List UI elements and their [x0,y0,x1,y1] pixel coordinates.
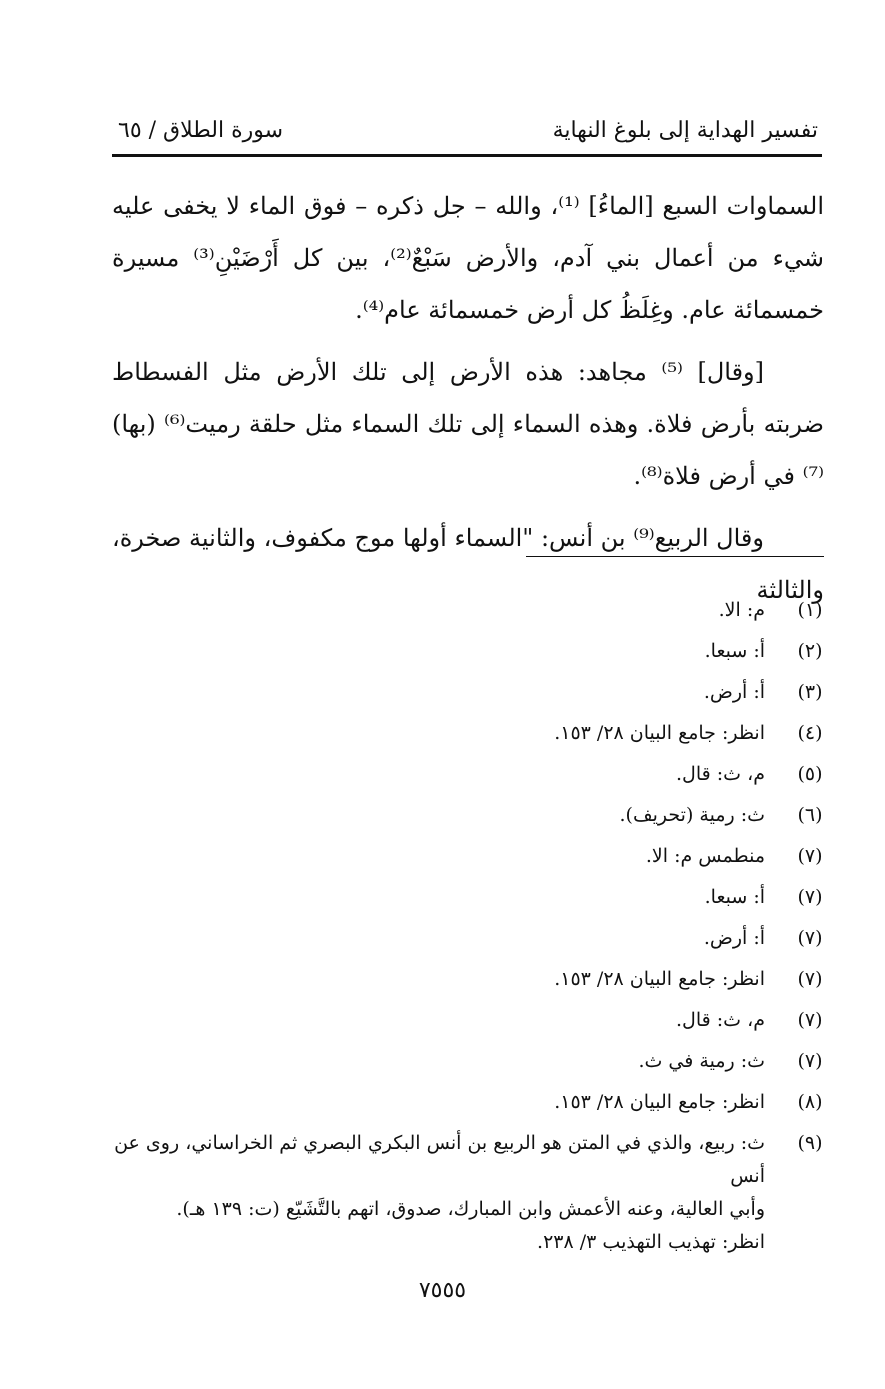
footnote-item [112,959,837,1000]
footnote-text: أ: سبعا. [704,640,765,662]
footnote-number: (٩) [797,1132,823,1154]
footnote-number: (٧) [797,1050,823,1072]
main-text [112,180,824,626]
footnote-item [112,713,837,754]
footnote-separator [526,556,824,557]
footnote-number: (٧) [797,886,823,908]
footnote-item [112,754,837,795]
footnote-text: ث: رمية في ث. [638,1050,765,1072]
footnote-item-long [112,1123,837,1259]
paragraph-3: وقال الربيع⁽⁹⁾ بن أنس: "السماء أولها موج مكفوف، والثانية صخرة، والثالثة [111,524,824,604]
footnote-item [112,631,837,672]
footnote-line: انظر: تهذيب التهذيب ٣/ ٢٣٨. [537,1231,765,1253]
footnote-text: م: الا. [718,599,765,621]
footnote-text: أ: أرض. [703,927,765,949]
footnote-text: أ: أرض. [703,681,765,703]
footnote-number: (٧) [797,968,823,990]
footnote-text: أ: سبعا. [704,886,765,908]
paragraph-1: السماوات السبع [الماءُ] ⁽¹⁾، والله – جل ذكره – فوق الماء لا يخفى عليه شيء من أعمال بني آدم، والأرض سَبْعٌ⁽²⁾، بين كل أَرْضَيْنِ⁽³⁾ مسيرة خمسمائة عام. وغِلَظُ كل أرض خمسمائة عام⁽⁴⁾. [112,192,825,324]
footnote-text: انظر: جامع البيان ٢٨/ ١٥٣. [554,722,765,744]
footnote-line: ث: ربيع، والذي في المتن هو الربيع بن أنس البكري البصري ثم الخراساني، روى عن أنس [114,1132,765,1187]
paragraph-2: [وقال] ⁽⁵⁾ مجاهد: هذه الأرض إلى تلك الأرض مثل الفسطاط ضربته بأرض فلاة. وهذه السماء إلى تلك السماء مثل حلقة رميت⁽⁶⁾ (بها)⁽⁷⁾ في أرض فلاة⁽⁸⁾. [112,358,824,490]
footnote-number: (٧) [797,1009,823,1031]
footnote-text: منطمس م: الا. [645,845,765,867]
footnote-item [112,877,837,918]
book-title: تفسير الهداية إلى بلوغ النهاية [552,118,818,143]
footnote-line: وأبي العالية، وعنه الأعمش وابن المبارك، صدوق، اتهم بالتَّشَيّع (ت: ١٣٩ هـ). [176,1198,765,1220]
footnote-number: (٧) [797,927,823,949]
footnote-item [112,918,837,959]
footnote-text: م، ث: قال. [676,1009,765,1031]
footnote-text: م، ث: قال. [676,763,765,785]
footnote-number: (٦) [797,804,823,826]
footnote-number: (٣) [797,681,823,703]
footnote-item [112,590,837,631]
footnote-item [112,1082,837,1123]
footnote-item [112,795,837,836]
footnote-number: (١) [797,599,823,621]
footnote-number: (٢) [797,640,823,662]
footnote-item [112,672,837,713]
footnote-text: انظر: جامع البيان ٢٨/ ١٥٣. [554,1091,765,1113]
footnotes [112,590,837,1259]
footnote-text: ث: رمية (تحريف). [619,804,765,826]
footnote-text: انظر: جامع البيان ٢٨/ ١٥٣. [554,968,765,990]
footnote-item [112,1000,837,1041]
footnote-item [112,1041,837,1082]
footnote-number: (٥) [797,763,823,785]
running-header [112,114,822,157]
footnote-number: (٨) [797,1091,823,1113]
page-number: ٧٥٥٥ [418,1278,467,1303]
sura-page-label: سورة الطلاق / ٦٥ [118,118,284,143]
footnote-number: (٧) [797,845,823,867]
footnote-number: (٤) [797,722,823,744]
footnote-item [112,836,837,877]
